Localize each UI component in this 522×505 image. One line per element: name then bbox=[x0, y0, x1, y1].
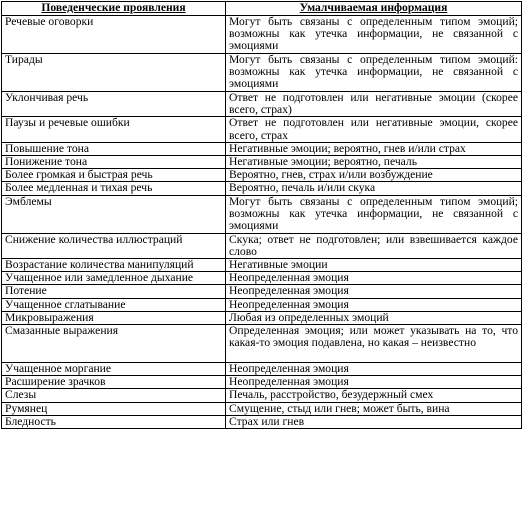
behavior-cell: Смазанные выражения bbox=[2, 325, 226, 363]
behavior-cell: Снижение количества иллюстраций bbox=[2, 233, 226, 258]
document-page bbox=[1, 1, 521, 429]
table-row bbox=[2, 16, 522, 54]
table-row bbox=[2, 156, 522, 169]
behavior-cell: Учащенное моргание bbox=[2, 363, 226, 376]
table-row bbox=[2, 233, 522, 258]
behavior-cell: Учащенное сглатывание bbox=[2, 298, 226, 311]
info-cell: Могут быть связаны с определенным типом эмоций; возможны как утечка информации, не связанной с эмоциями bbox=[226, 195, 522, 233]
info-cell: Страх или гнев bbox=[226, 415, 522, 428]
info-cell: Неопределенная эмоция bbox=[226, 285, 522, 298]
behavior-cell: Микровыражения bbox=[2, 311, 226, 324]
info-cell: Могут быть связаны с определенным типом эмоций; возможны как утечка информации, не связанной с эмоциями bbox=[226, 16, 522, 54]
table-row bbox=[2, 389, 522, 402]
table-row bbox=[2, 415, 522, 428]
info-cell: Определенная эмоция; или может указывать на то, что какая-то эмоция подавлена, но какая – неизвестно bbox=[226, 325, 522, 363]
behavior-cell: Румянец bbox=[2, 402, 226, 415]
info-cell: Ответ не подготовлен или негативные эмоции (скорее всего, страх) bbox=[226, 92, 522, 117]
behavior-cell: Возрастание количества манипуляций bbox=[2, 259, 226, 272]
table-row bbox=[2, 402, 522, 415]
table-row bbox=[2, 54, 522, 92]
header-info: Умалчиваемая информация bbox=[226, 2, 522, 16]
behavior-cell: Паузы и речевые ошибки bbox=[2, 117, 226, 142]
behavior-table bbox=[1, 1, 522, 429]
info-cell: Негативные эмоции; вероятно, гнев и/или страх bbox=[226, 142, 522, 155]
info-cell: Неопределенная эмоция bbox=[226, 298, 522, 311]
info-cell: Неопределенная эмоция bbox=[226, 363, 522, 376]
behavior-cell: Тирады bbox=[2, 54, 226, 92]
table-row bbox=[2, 169, 522, 182]
table-header-row bbox=[2, 2, 522, 16]
table-row bbox=[2, 325, 522, 363]
behavior-cell: Уклончивая речь bbox=[2, 92, 226, 117]
info-cell: Могут быть связаны с определенным типом эмоций: возможны как утечка информации, не связанной с эмоциями bbox=[226, 54, 522, 92]
behavior-cell: Учащенное или замедленное дыхание bbox=[2, 272, 226, 285]
info-cell: Печаль, расстройство, безудержный смех bbox=[226, 389, 522, 402]
table-row bbox=[2, 298, 522, 311]
table-row bbox=[2, 285, 522, 298]
behavior-cell: Эмблемы bbox=[2, 195, 226, 233]
table-row bbox=[2, 117, 522, 142]
behavior-cell: Понижение тона bbox=[2, 156, 226, 169]
info-cell: Вероятно, гнев, страх и/или возбуждение bbox=[226, 169, 522, 182]
info-cell: Любая из определенных эмоций bbox=[226, 311, 522, 324]
behavior-cell: Слезы bbox=[2, 389, 226, 402]
header-behavior: Поведенческие проявления bbox=[2, 2, 226, 16]
table-row bbox=[2, 142, 522, 155]
table-row bbox=[2, 311, 522, 324]
behavior-cell: Бледность bbox=[2, 415, 226, 428]
info-cell: Смущение, стыд или гнев; может быть, вина bbox=[226, 402, 522, 415]
table-row bbox=[2, 376, 522, 389]
table-row bbox=[2, 363, 522, 376]
table-body bbox=[2, 16, 522, 429]
behavior-cell: Речевые оговорки bbox=[2, 16, 226, 54]
behavior-cell: Потение bbox=[2, 285, 226, 298]
table-row bbox=[2, 182, 522, 195]
table-row bbox=[2, 195, 522, 233]
table-row bbox=[2, 92, 522, 117]
info-cell: Ответ не подготовлен или негативные эмоции, скорее всего, страх bbox=[226, 117, 522, 142]
info-cell: Вероятно, печаль и/или скука bbox=[226, 182, 522, 195]
behavior-cell: Более громкая и быстрая речь bbox=[2, 169, 226, 182]
info-cell: Негативные эмоции; вероятно, печаль bbox=[226, 156, 522, 169]
info-cell: Неопределенная эмоция bbox=[226, 272, 522, 285]
behavior-cell: Более медленная и тихая речь bbox=[2, 182, 226, 195]
info-cell: Неопределенная эмоция bbox=[226, 376, 522, 389]
behavior-cell: Повышение тона bbox=[2, 142, 226, 155]
table-row bbox=[2, 272, 522, 285]
behavior-cell: Расширение зрачков bbox=[2, 376, 226, 389]
table-row bbox=[2, 259, 522, 272]
info-cell: Негативные эмоции bbox=[226, 259, 522, 272]
info-cell: Скука; ответ не подготовлен; или взвешивается каждое слово bbox=[226, 233, 522, 258]
